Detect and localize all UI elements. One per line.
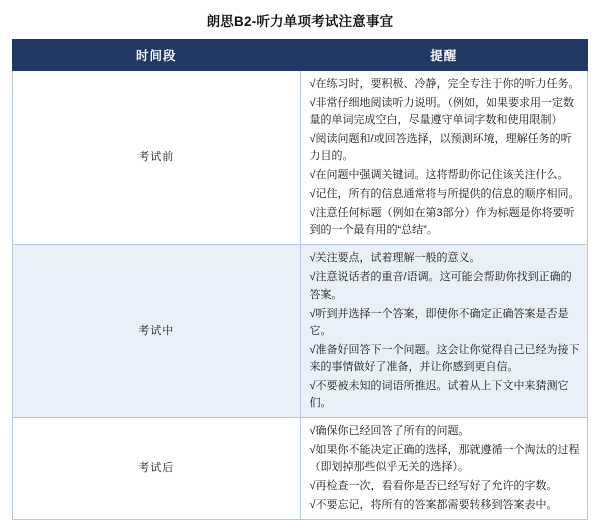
column-header-period: 时间段 — [13, 40, 301, 71]
list-item: √注意说话者的重音/语调。这可能会帮助你找到正确的答案。 — [309, 271, 572, 301]
cell-period: 考试中 — [13, 245, 301, 417]
list-item: √在问题中强调关键词。这将帮助你记住该关注什么。 — [309, 169, 569, 182]
list-item: √在练习时，要积极、冷静，完全专注于你的听力任务。 — [309, 78, 580, 90]
list-item: √关注要点，试着理解一般的意义。 — [309, 252, 481, 265]
tip-list — [310, 250, 581, 411]
list-item: √如果你不能决定正确的选择，那就遵循一个淘汰的过程（即划掉那些似乎无关的选择）。 — [309, 443, 580, 473]
list-item: √注意任何标题（例如在第3部分）作为标题是你将要听到的一个最有用的“总结”。 — [309, 207, 575, 237]
tip-list — [310, 76, 581, 239]
table-header-row — [13, 40, 588, 71]
list-item: √听到并选择一个答案，即使你不确定正确答案是否是它。 — [309, 307, 569, 337]
list-item: √阅读问题和/或回答选择，以预测环境，理解任务的听力目的。 — [309, 133, 572, 163]
cell-tips — [300, 71, 588, 245]
list-item: √准备好回答下一个问题。这会让你觉得自己已经为接下来的事情做好了准备，并让你感到更自信。 — [309, 343, 580, 373]
table-body — [13, 71, 588, 520]
cell-period: 考试前 — [13, 71, 301, 245]
list-item: √再检查一次，看看你是否已经写好了允许的字数。 — [309, 479, 558, 492]
list-item: √不要忘记，将所有的答案都需要转移到答案表中。 — [309, 499, 558, 512]
cell-tips — [300, 417, 588, 519]
table-header — [13, 40, 588, 71]
cell-period: 考试后 — [13, 417, 301, 519]
cell-tips — [300, 245, 588, 417]
table-row — [13, 71, 588, 245]
list-item: √记住，所有的信息通常将与所提供的信息的顺序相同。 — [309, 188, 580, 201]
table-row — [13, 245, 588, 417]
column-header-tips: 提醒 — [300, 40, 588, 71]
table-row — [13, 417, 588, 519]
tip-list — [310, 423, 581, 514]
listening-exam-notes-table — [12, 39, 588, 520]
page-title: 朗思B2-听力单项考试注意事宜 — [206, 14, 394, 29]
list-item: √非常仔细地阅读听力说明。（例如，如果要求用一定数量的单词完成空白，尽量遵守单词字数和使用限制） — [309, 97, 575, 127]
list-item: √确保你已经回答了所有的问题。 — [309, 424, 470, 437]
list-item: √不要被未知的词语所推迟。试着从上下文中来猜测它们。 — [309, 379, 569, 409]
